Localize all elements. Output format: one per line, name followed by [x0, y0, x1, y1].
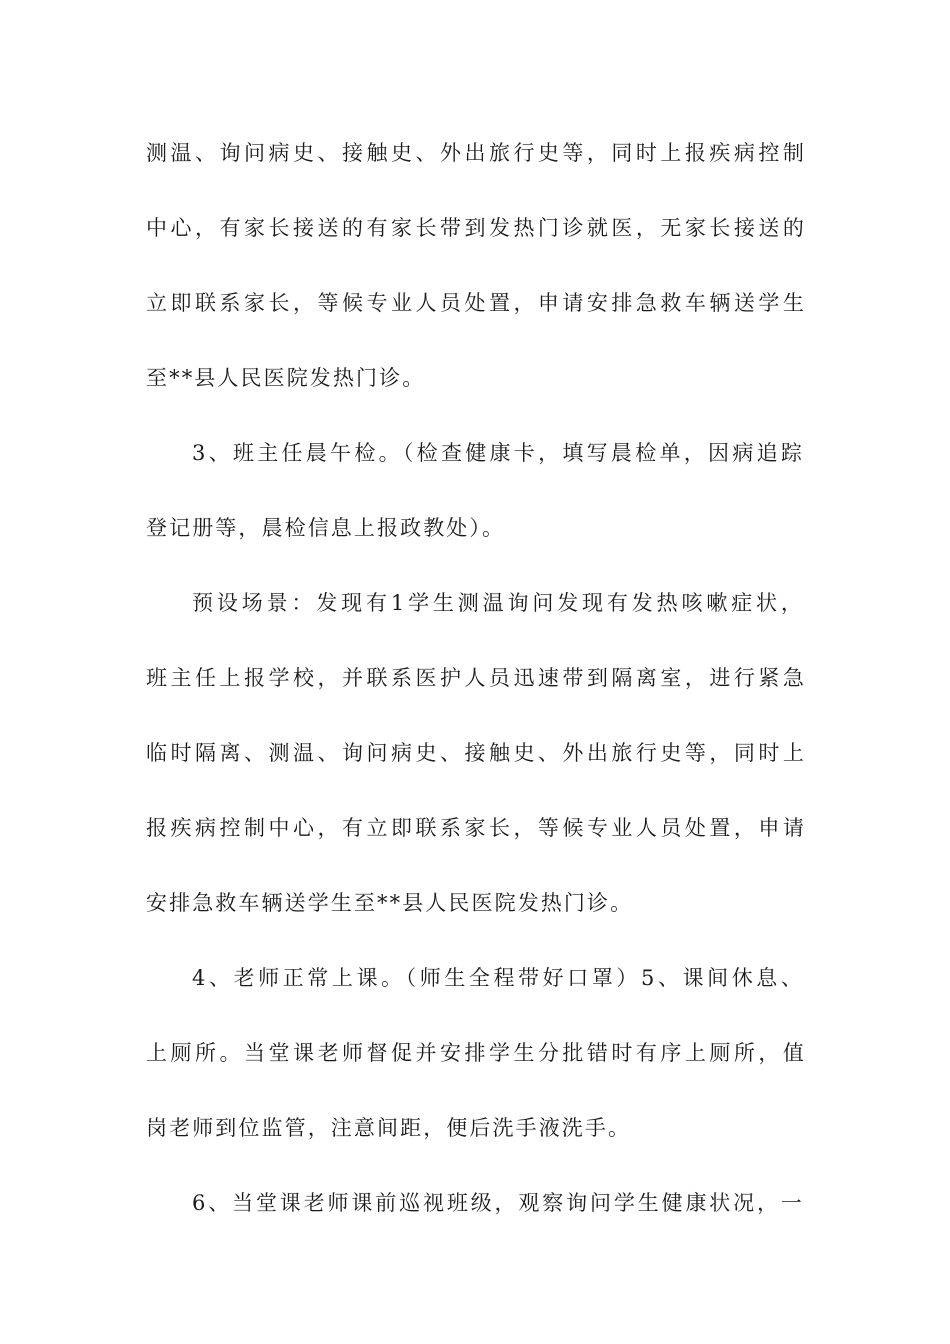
paragraph-start-line: 6、当堂课老师课前巡视班级，观察询问学生健康状况，一	[192, 1191, 804, 1215]
text-line: 至**县人民医院发热门诊。	[146, 366, 426, 390]
text-line: 班主任上报学校，并联系医护人员迅速带到隔离室，进行紧急	[146, 666, 806, 690]
text-line: 登记册等，晨检信息上报政教处）。	[146, 516, 506, 540]
text-line: 立即联系家长，等候专业人员处置，申请安排急救车辆送学生	[146, 291, 806, 315]
paragraph-start-line: 预设场景：发现有1学生测温询问发现有发热咳嗽症状，	[192, 591, 804, 615]
text-line: 上厕所。当堂课老师督促并安排学生分批错时有序上厕所，值	[146, 1041, 806, 1065]
text-line: 中心，有家长接送的有家长带到发热门诊就医，无家长接送的	[146, 216, 806, 240]
text-line: 岗老师到位监管，注意间距，便后洗手液洗手。	[146, 1116, 632, 1140]
text-line: 报疾病控制中心，有立即联系家长，等候专业人员处置，申请	[146, 816, 806, 840]
text-line: 临时隔离、测温、询问病史、接触史、外出旅行史等，同时上	[146, 741, 806, 765]
paragraph-start-line: 4、老师正常上课。（师生全程带好口罩）5、课间休息、	[192, 966, 804, 990]
text-line: 安排急救车辆送学生至**县人民医院发热门诊。	[146, 891, 634, 915]
paragraph-start-line: 3、班主任晨午检。（检查健康卡，填写晨检单，因病追踪	[192, 441, 804, 465]
text-line: 测温、询问病史、接触史、外出旅行史等，同时上报疾病控制	[146, 141, 806, 165]
